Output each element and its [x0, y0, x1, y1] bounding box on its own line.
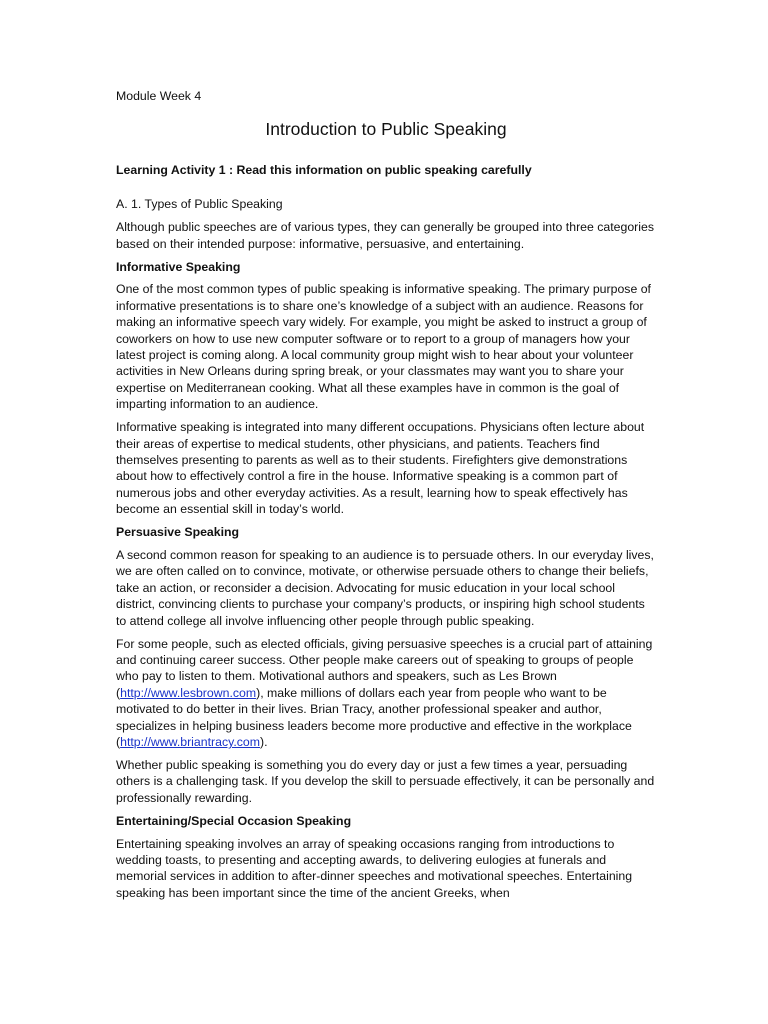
persuasive-paragraph-2-text-c: ).: [259, 735, 268, 749]
persuasive-paragraph-2: [116, 636, 656, 751]
entertaining-heading: Entertaining/Special Occasion Speaking: [116, 813, 352, 828]
informative-paragraph-1: One of the most common types of public speaking is informative speaking. The primary purpose of informative presentations is to share one’s knowledge of a subject with an audience. Reasons for making an informative speech vary widely. For example, you might be asked to instruct a group of coworkers on how to use new computer software or to report to a group of managers how your latest project is coming along. A local community group might wish to hear about your volunteer activities in New Orleans during spring break, or your classmates may want you to share your expertise on Mediterranean cooking. What all these examples have in common is the goal of imparting information to an audience.: [116, 282, 651, 412]
persuasive-paragraph-2-text-b: ), make millions of dollars each year from people who want to be motivated to do better in their lives. Brian Tracy, another professional speaker and author, specializes in helping business leaders become more productive and effective in the workplace (: [116, 685, 632, 749]
intro-paragraph: Although public speeches are of various types, they can generally be grouped into three categories based on their intended purpose: informative, persuasive, and entertaining.: [116, 220, 654, 251]
persuasive-paragraph-1: A second common reason for speaking to an audience is to persuade others. In our everyday lives, we are often called on to convince, motivate, or otherwise persuade others to change their beliefs, take an action, or reconsider a decision. Advocating for music education in your local school district, convincing clients to purchase your company’s products, or inspiring high school students to attend college all involve influencing other people through public speaking.: [116, 548, 654, 628]
briantracy-link[interactable]: http://www.briantracy.com: [120, 735, 260, 749]
document-body: [116, 88, 656, 908]
persuasive-heading: Persuasive Speaking: [116, 525, 240, 540]
activity-heading: Learning Activity 1 : Read this information on public speaking carefully: [116, 163, 532, 178]
module-label: Module Week 4: [116, 89, 202, 103]
persuasive-paragraph-2-text-a: For some people, such as elected officials, giving persuasive speeches is a crucial part of attaining and continuing career success. Other people make careers out of speaking to groups of people who pay to listen to them. Motivational authors and speakers, such as Les Brown (: [116, 636, 653, 700]
lesbrown-link[interactable]: http://www.lesbrown.com: [120, 685, 257, 700]
section-label: A. 1. Types of Public Speaking: [116, 196, 283, 211]
page-title: Introduction to Public Speaking: [265, 119, 507, 140]
informative-heading: Informative Speaking: [116, 259, 241, 274]
persuasive-paragraph-3: Whether public speaking is something you do every day or just a few times a year, persuading others is a challenging task. If you develop the skill to persuade effectively, it can be personally and professionally rewarding.: [116, 757, 655, 805]
entertaining-paragraph-1: Entertaining speaking involves an array of speaking occasions ranging from introductions to wedding toasts, to presenting and accepting awards, to delivering eulogies at funerals and memorial services in addition to after-dinner speeches and motivational speeches. Entertaining speaking has been important since the time of the ancient Greeks, when: [116, 836, 633, 900]
informative-paragraph-2: Informative speaking is integrated into many different occupations. Physicians often lecture about their areas of expertise to medical students, other physicians, and patients. Teachers find themselves presenting to parents as well as to their students. Firefighters give demonstrations about how to effectively control a fire in the house. Informative speaking is a common part of numerous jobs and other everyday activities. As a result, learning how to speak effectively has become an essential skill in today’s world.: [116, 420, 645, 517]
